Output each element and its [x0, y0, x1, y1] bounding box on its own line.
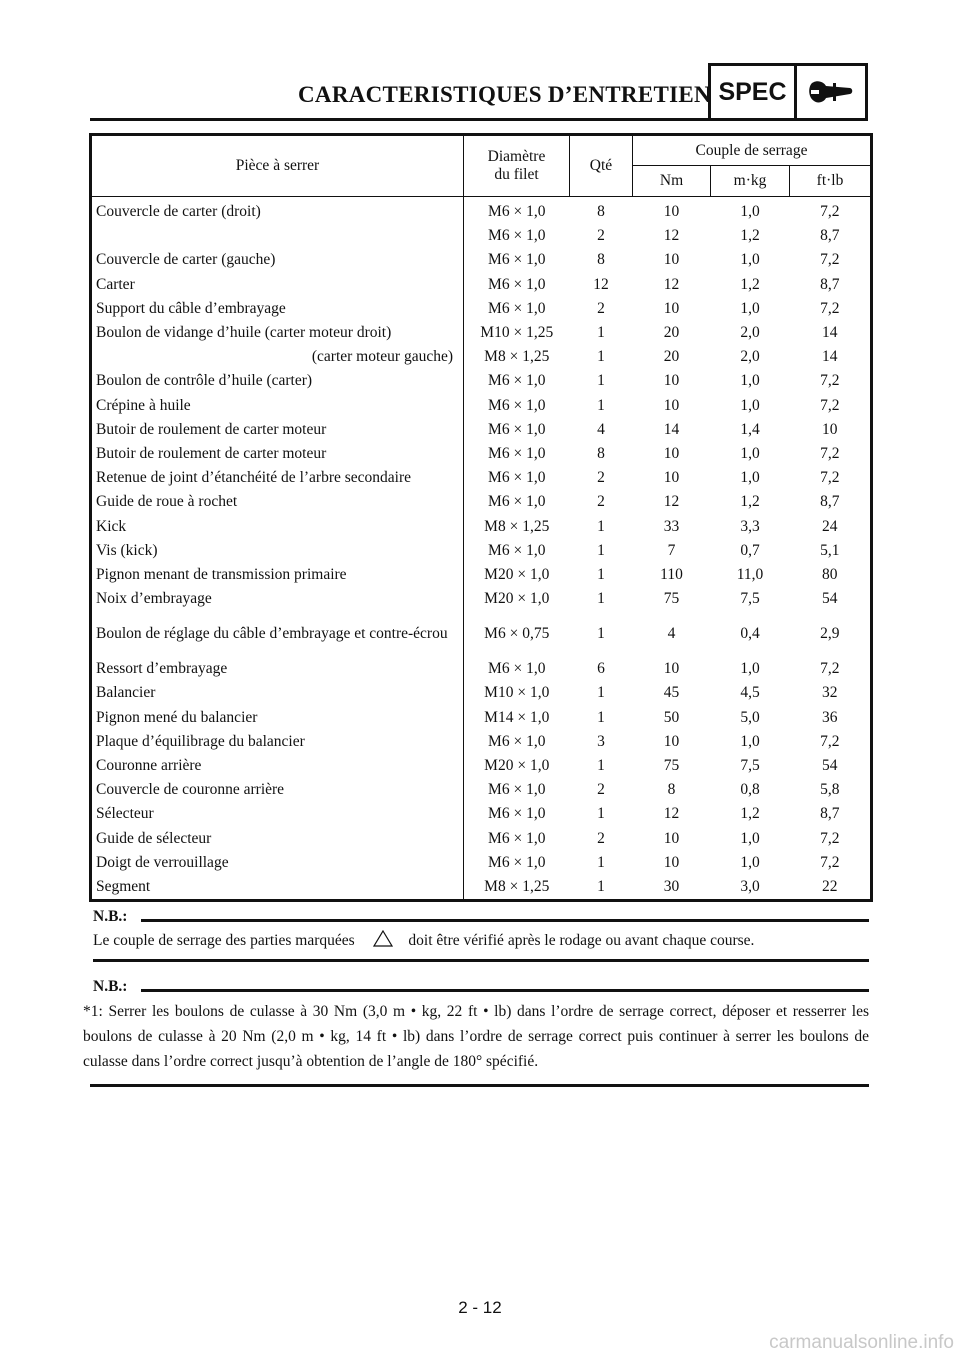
cell-piece: Balancier [96, 684, 156, 702]
cell-qte: 2 [597, 469, 605, 487]
cell-mkg: 1,0 [740, 251, 760, 269]
table-row [91, 730, 872, 754]
note-2-bottom-rule [90, 1084, 869, 1087]
cell-mkg: 1,0 [740, 660, 760, 678]
cell-qte: 12 [593, 275, 609, 293]
cell-mkg: 1,2 [740, 275, 760, 293]
cell-piece: Boulon de vidange d’huile (carter moteur droit) [96, 324, 392, 342]
cell-mkg: 5,0 [740, 708, 760, 726]
cell-diametre: M6 × 1,0 [464, 442, 570, 466]
cell-nm: 10 [663, 372, 680, 390]
cell-mkg: 1,0 [740, 299, 760, 317]
table-row [91, 224, 872, 248]
cell-piece: Sélecteur [96, 805, 154, 823]
cell-diametre: M14 × 1,0 [464, 706, 570, 730]
cell-mkg: 1,0 [740, 396, 760, 414]
wrench-icon [797, 66, 865, 118]
table-row [91, 321, 872, 345]
cell-diametre: M6 × 1,0 [464, 778, 570, 802]
cell-qte: 1 [597, 684, 605, 702]
page-title: CARACTERISTIQUES D’ENTRETIEN [298, 82, 711, 107]
cell-mkg: 1,2 [740, 493, 760, 511]
cell-diametre: M20 × 1,0 [464, 563, 570, 587]
table-row [91, 490, 872, 514]
cell-qte: 8 [597, 444, 605, 462]
cell-qte: 1 [597, 877, 605, 895]
table-row [91, 875, 872, 901]
cell-piece: Support du câble d’embrayage [96, 299, 286, 317]
cell-ftlb: 32 [822, 684, 838, 702]
note-2-label: N.B.: [93, 978, 128, 995]
cell-nm: 10 [663, 251, 680, 269]
cell-qte: 1 [597, 853, 605, 871]
cell-nm: 10 [663, 396, 680, 414]
table-body [91, 197, 872, 901]
cell-mkg: 3,3 [740, 517, 760, 535]
cell-qte: 1 [597, 757, 605, 775]
header-diametre: Diamètre du filet [464, 135, 570, 197]
cell-qte: 2 [597, 829, 605, 847]
table-row [91, 754, 872, 778]
cell-nm: 8 [667, 781, 676, 799]
cell-qte: 1 [597, 805, 605, 823]
cell-qte: 2 [597, 493, 605, 511]
cell-piece [91, 224, 464, 248]
cell-mkg: 7,5 [740, 757, 760, 775]
cell-piece: Vis (kick) [96, 541, 158, 559]
cell-piece: Pignon mené du balancier [96, 708, 258, 726]
cell-diametre: M6 × 1,0 [464, 224, 570, 248]
note-1-rule [141, 919, 869, 922]
table-row [91, 418, 872, 442]
cell-qte: 1 [597, 324, 605, 342]
cell-piece: Retenue de joint d’étanchéité de l’arbre secondaire [96, 469, 412, 487]
cell-ftlb: 14 [822, 324, 838, 342]
table-row [91, 827, 872, 851]
cell-nm: 10 [663, 203, 680, 221]
cell-diametre: M6 × 1,0 [464, 197, 570, 225]
cell-qte: 4 [597, 420, 605, 438]
note-1-label: N.B.: [93, 908, 128, 925]
cell-diametre: M6 × 1,0 [464, 297, 570, 321]
triangle-icon [373, 930, 393, 954]
cell-ftlb: 22 [822, 877, 838, 895]
cell-diametre: M6 × 0,75 [464, 611, 570, 657]
cell-mkg: 2,0 [740, 324, 760, 342]
cell-ftlb: 10 [822, 420, 838, 438]
cell-ftlb: 7,2 [820, 444, 840, 462]
note-2-rule [141, 989, 869, 992]
cell-qte: 1 [597, 372, 605, 390]
cell-nm: 33 [663, 517, 680, 535]
cell-qte: 1 [597, 541, 605, 559]
cell-piece: Butoir de roulement de carter moteur [96, 444, 327, 462]
header-qte: Qté [570, 135, 633, 197]
cell-ftlb: 14 [822, 348, 838, 366]
cell-mkg: 0,8 [740, 781, 760, 799]
cell-piece: Butoir de roulement de carter moteur [96, 420, 327, 438]
cell-mkg: 1,2 [740, 227, 760, 245]
cell-piece: Couronne arrière [96, 757, 202, 775]
cell-piece: Ressort d’embrayage [96, 660, 228, 678]
cell-diametre: M8 × 1,25 [464, 875, 570, 901]
cell-ftlb: 7,2 [820, 396, 840, 414]
cell-qte: 1 [597, 708, 605, 726]
cell-diametre: M10 × 1,25 [464, 321, 570, 345]
cell-piece: Noix d’embrayage [96, 590, 212, 608]
cell-piece: Plaque d’équilibrage du balancier [96, 732, 305, 750]
cell-piece: Boulon de réglage du câble d’embrayage et contre-écrou [96, 625, 448, 643]
note-1-bottom-rule [93, 959, 869, 962]
cell-ftlb: 7,2 [820, 469, 840, 487]
spec-badge [708, 63, 868, 121]
cell-ftlb: 54 [822, 757, 838, 775]
cell-qte: 1 [597, 625, 605, 643]
cell-diametre: M6 × 1,0 [464, 418, 570, 442]
table-row [91, 851, 872, 875]
cell-diametre: M6 × 1,0 [464, 490, 570, 514]
cell-qte: 2 [597, 227, 605, 245]
cell-piece: Kick [96, 517, 127, 535]
cell-qte: 2 [597, 299, 605, 317]
cell-mkg: 1,0 [740, 372, 760, 390]
title-underline [90, 118, 710, 121]
cell-diametre: M6 × 1,0 [464, 466, 570, 490]
table-row [91, 539, 872, 563]
cell-qte: 1 [597, 396, 605, 414]
cell-mkg: 1,0 [740, 203, 760, 221]
cell-nm: 10 [663, 853, 680, 871]
table-row [91, 297, 872, 321]
spec-label: SPEC [711, 66, 797, 118]
cell-diametre: M6 × 1,0 [464, 248, 570, 272]
table-row [91, 197, 872, 225]
cell-piece: Boulon de contrôle d’huile (carter) [96, 372, 313, 390]
cell-ftlb: 7,2 [820, 829, 840, 847]
cell-nm: 7 [667, 541, 676, 559]
cell-ftlb: 7,2 [820, 372, 840, 390]
cell-ftlb: 24 [822, 517, 838, 535]
table-row [91, 802, 872, 826]
note-1-text-before: Le couple de serrage des parties marquées [93, 932, 355, 949]
table-row [91, 587, 872, 611]
cell-ftlb: 2,9 [820, 625, 840, 643]
cell-diametre: M6 × 1,0 [464, 730, 570, 754]
cell-mkg: 1,0 [740, 829, 760, 847]
cell-ftlb: 80 [822, 565, 838, 583]
table-row [91, 442, 872, 466]
cell-diametre: M10 × 1,0 [464, 681, 570, 705]
cell-diametre: M20 × 1,0 [464, 587, 570, 611]
cell-qte: 2 [597, 781, 605, 799]
cell-qte: 6 [597, 660, 605, 678]
cell-piece: Carter [96, 275, 135, 293]
header-ftlb: ft·lb [790, 166, 872, 197]
cell-piece: Guide de sélecteur [96, 829, 212, 847]
table-row [91, 248, 872, 272]
cell-qte: 3 [597, 732, 605, 750]
cell-diametre: M20 × 1,0 [464, 754, 570, 778]
cell-nm: 75 [663, 590, 680, 608]
note-2 [80, 978, 869, 1087]
cell-diametre: M6 × 1,0 [464, 394, 570, 418]
cell-diametre: M6 × 1,0 [464, 851, 570, 875]
cell-nm: 4 [667, 625, 676, 643]
cell-diametre: M6 × 1,0 [464, 539, 570, 563]
cell-piece: Crépine à huile [96, 396, 191, 414]
cell-mkg: 3,0 [740, 877, 760, 895]
cell-qte: 8 [597, 251, 605, 269]
table-row [91, 514, 872, 538]
cell-ftlb: 36 [822, 708, 838, 726]
cell-piece: Couvercle de carter (gauche) [96, 251, 276, 269]
cell-piece: Couvercle de carter (droit) [96, 203, 261, 221]
cell-mkg: 0,7 [740, 541, 760, 559]
table-row [91, 706, 872, 730]
cell-mkg: 2,0 [740, 348, 760, 366]
cell-ftlb: 7,2 [820, 853, 840, 871]
table-row [91, 369, 872, 393]
cell-ftlb: 8,7 [820, 227, 840, 245]
cell-ftlb: 7,2 [820, 660, 840, 678]
cell-nm: 12 [663, 805, 680, 823]
cell-nm: 50 [663, 708, 680, 726]
cell-piece: Couvercle de couronne arrière [96, 781, 285, 799]
table-row [91, 611, 872, 657]
cell-mkg: 7,5 [740, 590, 760, 608]
cell-piece: Segment [96, 877, 151, 895]
cell-ftlb: 54 [822, 590, 838, 608]
table-row [91, 681, 872, 705]
cell-ftlb: 7,2 [820, 732, 840, 750]
cell-mkg: 1,0 [740, 732, 760, 750]
cell-nm: 45 [663, 684, 680, 702]
cell-nm: 14 [663, 420, 680, 438]
cell-nm: 10 [663, 732, 680, 750]
cell-diametre: M6 × 1,0 [464, 657, 570, 681]
page-number: 2 - 12 [458, 1298, 502, 1317]
cell-qte: 1 [597, 590, 605, 608]
cell-nm: 12 [663, 493, 680, 511]
cell-piece: (carter moteur gauche) [311, 348, 453, 366]
torque-table [89, 133, 870, 902]
cell-nm: 12 [663, 227, 680, 245]
table-row [91, 563, 872, 587]
header-piece: Pièce à serrer [91, 135, 464, 197]
cell-mkg: 1,0 [740, 853, 760, 871]
cell-ftlb: 5,1 [820, 541, 840, 559]
table-row [91, 657, 872, 681]
cell-nm: 10 [663, 660, 680, 678]
cell-diametre: M8 × 1,25 [464, 514, 570, 538]
cell-nm: 110 [660, 565, 683, 583]
cell-mkg: 1,0 [740, 469, 760, 487]
cell-ftlb: 5,8 [820, 781, 840, 799]
cell-nm: 30 [663, 877, 680, 895]
table-row [91, 394, 872, 418]
table-row [91, 273, 872, 297]
cell-mkg: 11,0 [736, 565, 764, 583]
cell-mkg: 0,4 [740, 625, 760, 643]
cell-mkg: 1,0 [740, 444, 760, 462]
note-2-text: *1: Serrer les boulons de culasse à 30 Nm (3,0 m • kg, 22 ft • lb) dans l’ordre de serrage correct, déposer et resserrer les boulons de culasse à 20 Nm (2,0 m • kg, 14 ft • lb) dans l’ordre de serrage correct puis continuer à serrer les boulons de culasse dans l’ordre correct jusqu’à obtention de l’angle de 180° spécifié. [83, 1003, 869, 1070]
note-1 [93, 908, 869, 962]
cell-diametre: M6 × 1,0 [464, 802, 570, 826]
cell-nm: 20 [663, 348, 680, 366]
header-mkg: m·kg [711, 166, 790, 197]
cell-piece: Pignon menant de transmission primaire [96, 565, 347, 583]
cell-mkg: 1,4 [740, 420, 760, 438]
header-couple: Couple de serrage [633, 135, 872, 166]
cell-qte: 1 [597, 517, 605, 535]
cell-mkg: 1,2 [740, 805, 760, 823]
cell-diametre: M6 × 1,0 [464, 369, 570, 393]
cell-piece: Guide de roue à rochet [96, 493, 238, 511]
cell-diametre: M6 × 1,0 [464, 827, 570, 851]
cell-ftlb: 7,2 [820, 251, 840, 269]
cell-ftlb: 8,7 [820, 275, 840, 293]
cell-nm: 75 [663, 757, 680, 775]
cell-diametre: M6 × 1,0 [464, 273, 570, 297]
cell-nm: 10 [663, 469, 680, 487]
cell-ftlb: 8,7 [820, 493, 840, 511]
table-row [91, 778, 872, 802]
table-row [91, 466, 872, 490]
cell-qte: 1 [597, 348, 605, 366]
cell-qte: 8 [597, 203, 605, 221]
cell-nm: 10 [663, 829, 680, 847]
cell-mkg: 4,5 [740, 684, 760, 702]
watermark: carmanualsonline.info [769, 1332, 954, 1353]
cell-nm: 12 [663, 275, 680, 293]
cell-qte: 1 [597, 565, 605, 583]
cell-ftlb: 7,2 [820, 299, 840, 317]
cell-diametre: M8 × 1,25 [464, 345, 570, 369]
header-nm: Nm [633, 166, 711, 197]
table-row [91, 345, 872, 369]
cell-piece: Doigt de verrouillage [96, 853, 229, 871]
cell-nm: 20 [663, 324, 680, 342]
cell-ftlb: 7,2 [820, 203, 840, 221]
cell-nm: 10 [663, 299, 680, 317]
cell-nm: 10 [663, 444, 680, 462]
cell-ftlb: 8,7 [820, 805, 840, 823]
note-1-text-after: doit être vérifié après le rodage ou avant chaque course. [408, 932, 755, 949]
